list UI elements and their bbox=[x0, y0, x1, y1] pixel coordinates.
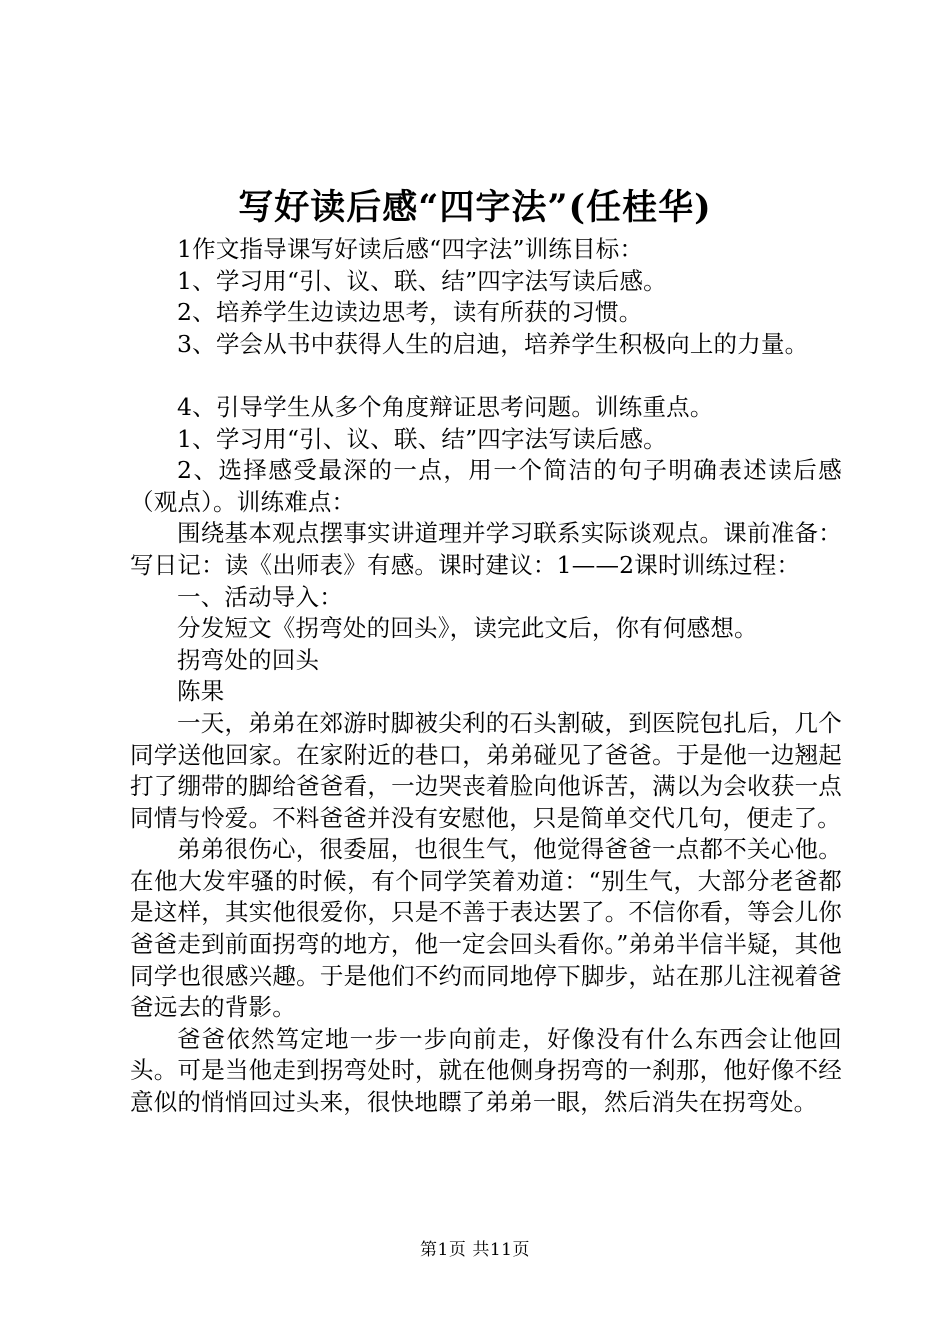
document-title: 写好读后感“四字法”(任桂华) bbox=[238, 187, 712, 228]
paragraph: 一天，弟弟在郊游时脚被尖利的石头割破，到医院包扎后，几个同学送他回家。在家附近的巷口，弟弟碰见了爸爸。于是他一边翘起打了绷带的脚给爸爸看，一边哭丧着脸向他诉苦，满以为会收获一点同情与怜爱。不料爸爸并没有安慰他，只是简单交代几句，便走了。 bbox=[130, 708, 842, 832]
paragraph: 4、引导学生从多个角度辩证思考问题。训练重点。 bbox=[177, 392, 714, 421]
paragraph: 2、培养学生边读边思考，读有所获的习惯。 bbox=[177, 298, 643, 327]
paragraph: 围绕基本观点摆事实讲道理并学习联系实际谈观点。课前准备：写日记：读《出师表》有感。课时建议：1——2课时训练过程： bbox=[130, 519, 842, 579]
page-total: 共11页 bbox=[472, 1240, 530, 1260]
paragraph: 1、学习用“引、议、联、结”四字法写读后感。 bbox=[177, 266, 667, 295]
story-author: 陈果 bbox=[177, 677, 225, 706]
paragraph: 爸爸依然笃定地一步一步向前走，好像没有什么东西会让他回头。可是当他走到拐弯处时，就在他侧身拐弯的一刹那，他好像不经意似的悄悄回过头来，很快地瞟了弟弟一眼，然后消失在拐弯处。 bbox=[130, 1024, 842, 1117]
document-body bbox=[130, 234, 842, 1119]
paragraph: 3、学会从书中获得人生的启迪，培养学生积极向上的力量。 bbox=[177, 329, 809, 358]
blank-line bbox=[130, 360, 842, 392]
paragraph: 1、学习用“引、议、联、结”四字法写读后感。 bbox=[177, 424, 667, 453]
paragraph: 分发短文《拐弯处的回头》，读完此文后，你有何感想。 bbox=[177, 614, 758, 643]
paragraph: 一、活动导入： bbox=[177, 582, 343, 611]
paragraph: 1作文指导课写好读后感“四字法”训练目标： bbox=[177, 235, 644, 263]
page-footer bbox=[0, 1238, 950, 1262]
page-number: 第1页 bbox=[420, 1240, 467, 1260]
story-title: 拐弯处的回头 bbox=[177, 645, 320, 674]
paragraph: 弟弟很伤心，很委屈，也很生气，他觉得爸爸一点都不关心他。在他大发牢骚的时候，有个同学笑着劝道：“别生气，大部分老爸都是这样，其实他很爱你，只是不善于表达罢了。不信你看，等会儿你爸爸走到前面拐弯的地方，他一定会回头看你。”弟弟半信半疑，其他同学也很感兴趣。于是他们不约而同地停下脚步，站在那儿注视着爸爸远去的背影。 bbox=[130, 835, 842, 1022]
paragraph: 2、选择感受最深的一点，用一个简洁的句子明确表述读后感（观点）。训练难点： bbox=[130, 456, 842, 516]
